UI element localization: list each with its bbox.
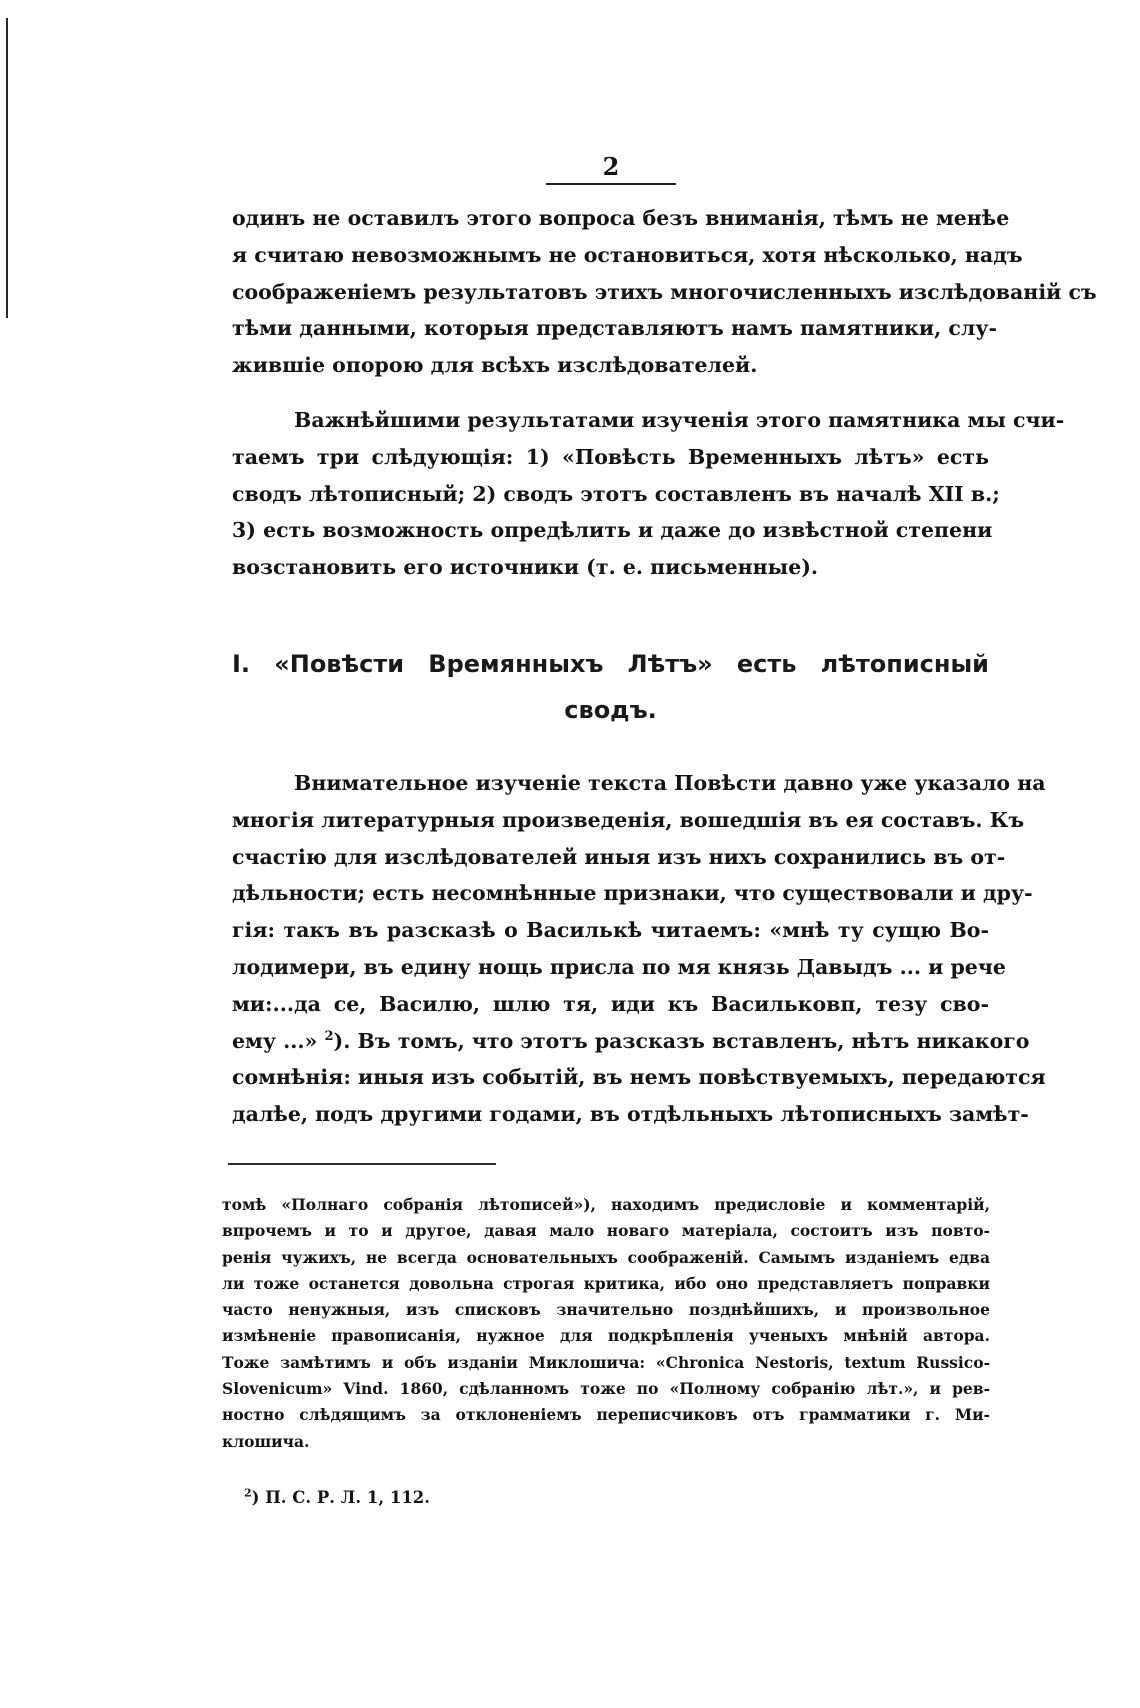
text-line: тѣми данными, которыя представляютъ намъ памятники, слу-	[232, 316, 997, 341]
heading-line: сводъ.	[564, 696, 657, 724]
text-line-rest: ). Въ томъ, что этотъ разсказъ вставленъ, нѣтъ никакого	[333, 1028, 1030, 1053]
heading-line: I. «Повѣсти Времянныхъ Лѣтъ» есть лѣтописный	[232, 650, 989, 678]
paragraph-1	[232, 200, 1097, 384]
text-line-start: ему ...»	[232, 1028, 325, 1053]
paragraph-2	[232, 402, 1065, 586]
page-number: 2	[602, 152, 620, 181]
text-line: дѣльности; есть несомнѣнные признаки, что существовали и дру-	[232, 881, 1033, 906]
footnote-ref-marker: 2	[244, 1486, 252, 1500]
text-line: жившіе опорою для всѣхъ изслѣдователей.	[232, 353, 758, 378]
footnote-line: ностно слѣдящимъ за отклоненіемъ переписчиковъ отъ грамматики г. Ми-	[222, 1405, 990, 1425]
text-line	[232, 1023, 1030, 1060]
footnote-marker: 2	[324, 1028, 334, 1044]
text-line: многія литературныя произведенія, вошедшія въ ея составъ. Къ	[232, 807, 1025, 832]
footnote-line: часто ненужныя, изъ списковъ значительно позднѣйшихъ, и произвольное	[222, 1300, 990, 1320]
text-line: возстановить его источники (т. е. письменные).	[232, 555, 819, 580]
text-line: сомнѣнія: иныя изъ событій, въ немъ повѣствуемыхъ, передаются	[232, 1065, 1046, 1090]
footnote-reference	[244, 1488, 430, 1507]
paragraph-3	[232, 765, 1046, 1133]
text-line: счастію для изслѣдователей иныя изъ нихъ сохранились въ от-	[232, 844, 1006, 869]
text-line: 3) есть возможность опредѣлить и даже до извѣстной степени	[232, 518, 993, 543]
text-line: далѣе, подъ другими годами, въ отдѣльныхъ лѣтописныхъ замѣт-	[232, 1102, 1029, 1127]
footnote-line: ли тоже останется довольна строгая критика, ибо оно представляетъ поправки	[222, 1273, 990, 1293]
footnote-rule	[228, 1163, 496, 1165]
footnote-ref-text: ) П. С. Р. Л. 1, 112.	[251, 1488, 431, 1507]
text-line: Важнѣйшими результатами изученія этого памятника мы счи-	[294, 408, 1065, 432]
text-line: сводъ лѣтописный; 2) сводъ этотъ составленъ въ началѣ XII в.;	[232, 481, 1000, 506]
footnote-block	[222, 1192, 990, 1455]
text-line: я считаю невозможнымъ не остановиться, хотя нѣсколько, надъ	[232, 242, 1023, 267]
page-number-rule	[546, 183, 676, 185]
text-line: Внимательное изученіе текста Повѣсти давно уже указало на	[294, 771, 1046, 795]
footnote-line: Slovenicum» Vind. 1860, сдѣланномъ тоже по «Полному собранію лѣт.», и рев-	[222, 1379, 990, 1399]
footnote-line: измѣненіе правописанія, нужное для подкрѣпленія ученыхъ мнѣній автора.	[222, 1326, 990, 1346]
text-line: одинъ не оставилъ этого вопроса безъ вниманія, тѣмъ не менѣе	[232, 206, 1010, 230]
text-line: соображеніемъ результатовъ этихъ многочисленныхъ изслѣдованій съ	[232, 279, 1097, 304]
text-line: гія: такъ въ разсказѣ о Василькѣ читаемъ: «мнѣ ту сущю Во-	[232, 918, 989, 943]
footnote-line: впрочемъ и то и другое, давая мало новаго матеріала, состоитъ изъ повто-	[222, 1221, 990, 1241]
footnote-line: томѣ «Полнаго собранія лѣтописей»), находимъ предисловіе и комментарій,	[222, 1195, 990, 1214]
text-line: таемъ три слѣдующія: 1) «Повѣсть Временныхъ лѣтъ» есть	[232, 444, 989, 469]
text-line: ми:...да се, Василю, шлю тя, иди къ Васильковп, тезу сво-	[232, 991, 989, 1016]
footnote-line: Тоже замѣтимъ и объ изданіи Миклошича: «Chronica Nestoris, textum Russico-	[222, 1352, 990, 1372]
section-heading	[232, 641, 989, 733]
page-edge-line	[6, 18, 8, 318]
footnote-line: клошича.	[222, 1431, 310, 1451]
footnote-line: ренія чужихъ, не всегда основательныхъ соображеній. Самымъ изданіемъ едва	[222, 1247, 990, 1267]
text-line: лодимери, въ едину нощь присла по мя князь Давыдъ ... и рече	[232, 954, 1006, 979]
